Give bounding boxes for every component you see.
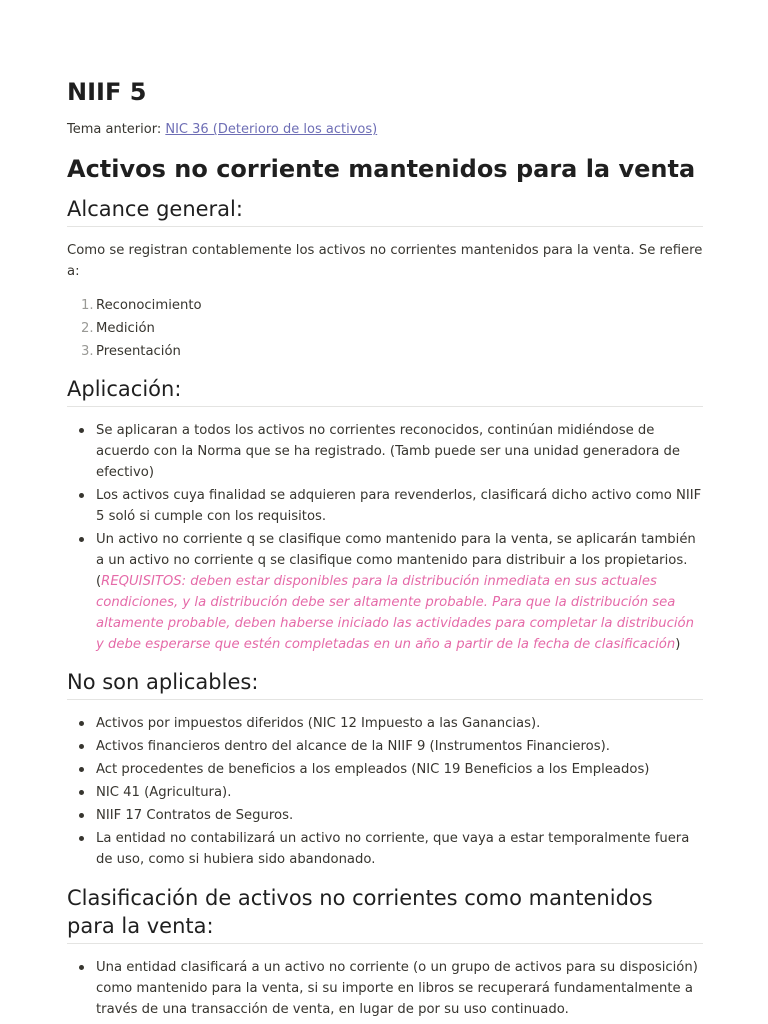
list-item-text: Medición (96, 321, 155, 336)
previous-topic (67, 121, 703, 139)
list-item (67, 341, 703, 362)
no-aplicables-list (67, 713, 703, 870)
section-heading-no-aplicables: No son aplicables: (67, 668, 703, 700)
list-item: Activos por impuestos diferidos (NIC 12 Impuesto a las Ganancias). (67, 713, 703, 734)
list-number: 3. (81, 344, 94, 359)
section-heading-aplicacion: Aplicación: (67, 375, 703, 407)
list-item-text: Reconocimiento (96, 298, 202, 313)
closing-paren: ) (675, 637, 681, 652)
list-item: Los activos cuya finalidad se adquieren para revenderlos, clasificará dicho activo como NIIF 5 soló si cumple con los requisitos. (67, 485, 703, 527)
section-heading-clasificacion: Clasificación de activos no corrientes como mantenidos para la venta: (67, 884, 703, 944)
list-number: 1. (81, 298, 94, 313)
list-item: NIIF 17 Contratos de Seguros. (67, 805, 703, 826)
page-title: NIIF 5 (67, 78, 147, 106)
list-item (67, 529, 703, 655)
list-item: Act procedentes de beneficios a los empleados (NIC 19 Beneficios a los Empleados) (67, 759, 703, 780)
list-item-text: Un activo no corriente q se clasifique como mantenido para la venta, se aplicarán también a un activo no corriente q se clasifique como mantenido para distribuir a los propietarios. ( (96, 532, 696, 589)
requisitos-note: REQUISITOS: deben estar disponibles para la distribución inmediata en sus actuales condiciones, y la distribución debe ser altamente probable. Para que la distribución sea altamente probable, deben haberse iniciado las actividades para completar la distribución y debe esperarse que estén completadas en un año a partir de la fecha de clasificación (96, 574, 694, 652)
document-page (67, 76, 703, 1024)
section-heading-alcance: Alcance general: (67, 195, 703, 227)
list-item (67, 318, 703, 339)
list-item: La entidad no contabilizará un activo no corriente, que vaya a estar temporalmente fuera de uso, como si hubiera sido abandonado. (67, 828, 703, 870)
aplicacion-list (67, 420, 703, 655)
list-item (67, 295, 703, 316)
alcance-list (67, 295, 703, 362)
list-item: NIC 41 (Agricultura). (67, 782, 703, 803)
list-item: Activos financieros dentro del alcance de la NIIF 9 (Instrumentos Financieros). (67, 736, 703, 757)
list-item-text: Presentación (96, 344, 181, 359)
previous-topic-label: Tema anterior: (67, 122, 162, 137)
alcance-intro: Como se registran contablemente los activos no corrientes mantenidos para la venta. Se refiere a: (67, 243, 703, 279)
list-item: Se aplicaran a todos los activos no corrientes reconocidos, continúan midiéndose de acuerdo con la Norma que se ha registrado. (Tamb puede ser una unidad generadora de efectivo) (67, 420, 703, 483)
previous-topic-link[interactable]: NIC 36 (Deterioro de los activos) (165, 122, 378, 137)
list-number: 2. (81, 321, 94, 336)
clasificacion-list (67, 957, 703, 1020)
list-item: Una entidad clasificará a un activo no corriente (o un grupo de activos para su disposición) como mantenido para la venta, si su importe en libros se recuperará fundamentalmente a través de una transacción de venta, en lugar de por su uso continuado. (67, 957, 703, 1020)
main-heading: Activos no corriente mantenidos para la venta (67, 155, 696, 183)
